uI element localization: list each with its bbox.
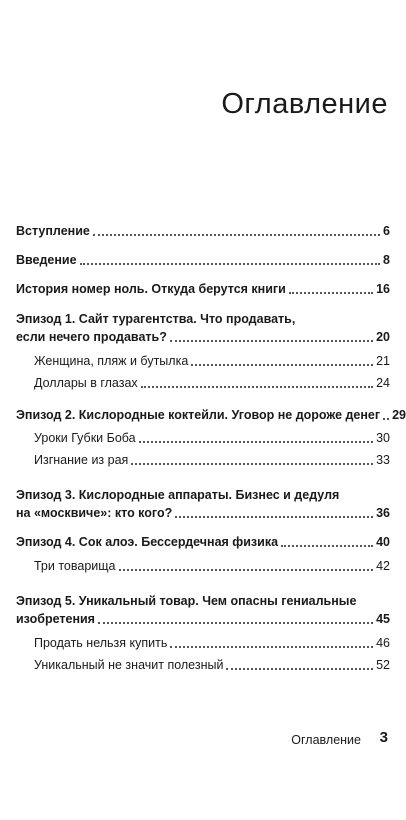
toc-page-number: 29 bbox=[392, 408, 406, 422]
toc-entry-text: Вступление bbox=[16, 224, 90, 238]
toc-subentry[interactable] bbox=[16, 451, 390, 469]
toc-entry-text: на «москвиче»: кто кого? bbox=[16, 506, 173, 520]
leader-dots bbox=[139, 441, 374, 443]
toc-page-number: 45 bbox=[376, 612, 390, 626]
toc-page-number: 6 bbox=[383, 224, 390, 238]
toc-page-number: 33 bbox=[376, 453, 390, 467]
toc-subentry[interactable] bbox=[16, 656, 390, 674]
toc-entry-text: Изгнание из рая bbox=[34, 453, 129, 467]
toc-entry-text: Эпизод 2. Кислородные коктейли. Уговор не дороже денег bbox=[16, 408, 381, 422]
leader-dots bbox=[175, 516, 373, 518]
toc-subentry[interactable] bbox=[16, 634, 390, 652]
toc-entry-text: если нечего продавать? bbox=[16, 330, 167, 344]
leader-dots bbox=[226, 668, 373, 670]
leader-dots bbox=[119, 569, 374, 571]
toc-entry-text: Продать нельзя купить bbox=[34, 636, 168, 650]
leader-dots bbox=[141, 386, 373, 388]
toc-page-number: 36 bbox=[376, 506, 390, 520]
toc-entry-episode-1[interactable] bbox=[16, 310, 390, 346]
toc-entry-text: Уникальный не значит полезный bbox=[34, 658, 224, 672]
toc-page-number: 46 bbox=[376, 636, 390, 650]
toc-entry-text: Эпизод 4. Сок алоэ. Бессердечная физика bbox=[16, 535, 279, 549]
toc-entry-first-line: Эпизод 5. Уникальный товар. Чем опасны гениальные bbox=[16, 594, 357, 608]
leader-dots bbox=[80, 263, 380, 265]
toc-entry-episode-2[interactable] bbox=[16, 406, 406, 424]
toc-page-number: 16 bbox=[376, 282, 390, 296]
toc-entry-episode-4[interactable] bbox=[16, 533, 390, 551]
leader-dots bbox=[170, 646, 373, 648]
toc-entry-text: Уроки Губки Боба bbox=[34, 431, 136, 445]
toc-entry-text: Введение bbox=[16, 253, 77, 267]
toc-entry-first-line: Эпизод 3. Кислородные аппараты. Бизнес и дедуля bbox=[16, 488, 340, 502]
toc-page-number: 30 bbox=[376, 431, 390, 445]
leader-dots bbox=[383, 418, 389, 420]
toc-entry-text: изобретения bbox=[16, 612, 95, 626]
toc-entry-story-zero[interactable] bbox=[16, 280, 390, 298]
toc-entry-episode-3[interactable] bbox=[16, 486, 390, 522]
leader-dots bbox=[98, 622, 373, 624]
leader-dots bbox=[170, 340, 373, 342]
toc-page-number: 21 bbox=[376, 354, 390, 368]
leader-dots bbox=[281, 545, 373, 547]
toc-page-number: 52 bbox=[376, 658, 390, 672]
toc-entry-text: Доллары в глазах bbox=[34, 376, 138, 390]
toc-subentry[interactable] bbox=[16, 374, 390, 392]
toc-entry-text: Три товарища bbox=[34, 559, 116, 573]
toc-entry-introduction[interactable] bbox=[16, 251, 390, 269]
toc-page-number: 20 bbox=[376, 330, 390, 344]
leader-dots bbox=[131, 463, 373, 465]
leader-dots bbox=[191, 364, 373, 366]
running-footer-label: Оглавление bbox=[291, 733, 361, 747]
toc-page-number: 24 bbox=[376, 376, 390, 390]
toc-page-number: 40 bbox=[376, 535, 390, 549]
toc-entry-intro[interactable] bbox=[16, 222, 390, 240]
toc-subentry[interactable] bbox=[16, 352, 390, 370]
toc-subentry[interactable] bbox=[16, 557, 390, 575]
page-title: Оглавление bbox=[221, 88, 388, 120]
page-number: 3 bbox=[379, 729, 388, 746]
leader-dots bbox=[289, 292, 373, 294]
toc-entry-text: Женщина, пляж и бутылка bbox=[34, 354, 189, 368]
table-of-contents bbox=[16, 222, 406, 674]
leader-dots bbox=[93, 234, 380, 236]
toc-entry-text: История номер ноль. Откуда берутся книги bbox=[16, 282, 286, 296]
toc-page-number: 8 bbox=[383, 253, 390, 267]
toc-entry-first-line: Эпизод 1. Сайт турагентства. Что продавать, bbox=[16, 312, 296, 326]
toc-page-number: 42 bbox=[376, 559, 390, 573]
toc-subentry[interactable] bbox=[16, 429, 390, 447]
toc-entry-episode-5[interactable] bbox=[16, 592, 390, 628]
